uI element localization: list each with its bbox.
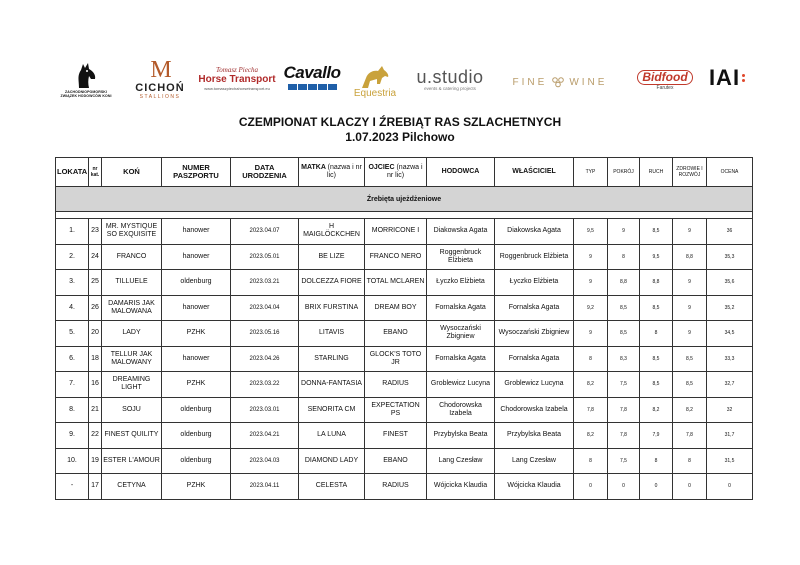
cichon-sub: STALLIONS [139,94,181,100]
page-subtitle: 1.07.2023 Pilchowo [345,130,455,144]
equestria-name: Equestria [353,88,397,99]
cell-wlasciciel: Diakowska Agata [495,219,574,245]
cell-nr-kat: 18 [89,346,102,372]
table-row [56,423,753,449]
farutex-name: Farutex [656,85,674,91]
cell-data-urodzenia: 2023.03.22 [231,372,299,398]
cell-data-urodzenia: 2023.05.01 [231,244,299,270]
cell-nr-kat: 17 [89,474,102,500]
cell-numer-paszportu: oldenburg [162,270,231,296]
section-row [56,187,753,212]
cell-lokata: - [56,474,89,500]
cell-lokata: 8. [56,397,89,423]
equestria-logo [350,62,400,99]
page-title: CZEMPIONAT KLACZY I ŹREBIĄT RAS SZLACHETNYCH [238,115,562,129]
cell-wlasciciel: Fornalska Agata [495,295,574,321]
cell-ruch: 0 [640,474,673,500]
cell-matka: DIAMOND LADY [299,448,365,474]
cell-zdrowie: 9 [673,270,707,296]
cell-numer-paszportu: oldenburg [162,423,231,449]
cell-zdrowie: 9 [673,295,707,321]
cell-data-urodzenia: 2023.03.21 [231,270,299,296]
cell-ojciec: GLOCK'S TOTO JR [365,346,427,372]
header-typ: TYP [574,158,608,187]
cell-nr-kat: 21 [89,397,102,423]
cell-pokroj: 8,5 [608,295,640,321]
cell-lokata: 4. [56,295,89,321]
cell-ocena: 35,3 [707,244,753,270]
zachodniopomorski-caption: ZACHODNIOPOMORSKI ZWIĄZEK HODOWCÓW KONI [60,90,112,98]
cell-wlasciciel: Wójcicka Klaudia [495,474,574,500]
cell-numer-paszportu: hanower [162,244,231,270]
cell-kon: CETYNA [102,474,162,500]
cell-matka: DONNA-FANTASIA [299,372,365,398]
cell-wlasciciel: Wysoczański Zbigniew [495,321,574,347]
ht-name: Horse Transport [198,74,276,85]
results-table [55,157,753,500]
cell-wlasciciel: Groblewicz Lucyna [495,372,574,398]
cell-data-urodzenia: 2023.04.26 [231,346,299,372]
cell-matka: BE LIZE [299,244,365,270]
cell-data-urodzenia: 2023.04.11 [231,474,299,500]
cell-pokroj: 8,5 [608,321,640,347]
cell-ruch: 9,5 [640,244,673,270]
spacer-row [56,212,753,219]
cell-zdrowie: 7,8 [673,423,707,449]
cavallo-badges [288,84,337,90]
cell-nr-kat: 22 [89,423,102,449]
cell-hodowca: Przybylska Beata [427,423,495,449]
ustudio-name: u.studio [416,67,484,87]
cell-typ: 9 [574,244,608,270]
cell-numer-paszportu: PZHK [162,372,231,398]
cell-typ: 7,8 [574,397,608,423]
cell-ocena: 36 [707,219,753,245]
cell-kon: DREAMING LIGHT [102,372,162,398]
header-kon: KOŃ [102,158,162,187]
cell-matka: BRIX FURSTINA [299,295,365,321]
table-row [56,219,753,245]
cell-ruch: 8 [640,448,673,474]
cell-matka: H MAIGLÖCKCHEN [299,219,365,245]
cell-data-urodzenia: 2023.03.01 [231,397,299,423]
cell-typ: 9,2 [574,295,608,321]
cell-matka: DOLCEZZA FIORE [299,270,365,296]
cell-numer-paszportu: PZHK [162,321,231,347]
cell-hodowca: Fornalska Agata [427,295,495,321]
cavallo-name: Cavallo [283,63,341,82]
cell-ruch: 8,5 [640,219,673,245]
cell-ojciec: FRANCO NERO [365,244,427,270]
cell-zdrowie: 0 [673,474,707,500]
cell-typ: 9 [574,321,608,347]
cell-ocena: 35,2 [707,295,753,321]
table-row [56,448,753,474]
cell-ojciec: EBANO [365,448,427,474]
sponsor-logos [60,58,750,106]
cell-data-urodzenia: 2023.04.04 [231,295,299,321]
iai-dots-icon [742,74,745,82]
zachodniopomorski-logo [60,60,112,98]
header-ojciec-label: OJCIEC [368,164,395,171]
cell-matka: LITAVIS [299,321,365,347]
header-pokroj: POKRÓJ [608,158,640,187]
cell-nr-kat: 26 [89,295,102,321]
cell-ocena: 32 [707,397,753,423]
cell-pokroj: 0 [608,474,640,500]
header-wlasciciel: WŁAŚCICIEL [495,158,574,187]
cell-ocena: 34,5 [707,321,753,347]
cell-matka: LA LUNA [299,423,365,449]
wine-text: WINE [569,76,608,88]
header-data-urodzenia: DATA URODZENIA [231,158,299,187]
cell-nr-kat: 19 [89,448,102,474]
cell-ruch: 8 [640,321,673,347]
cell-hodowca: Łyczko Elżbieta [427,270,495,296]
cell-lokata: 6. [56,346,89,372]
table-row [56,295,753,321]
cell-wlasciciel: Łyczko Elżbieta [495,270,574,296]
cavallo-logo [280,64,344,90]
table-row [56,397,753,423]
header-lokata: LOKATA [56,158,89,187]
cell-pokroj: 8,8 [608,270,640,296]
fine-text: FINE [512,76,548,88]
cell-lokata: 1. [56,219,89,245]
cell-zdrowie: 8,5 [673,372,707,398]
cell-lokata: 5. [56,321,89,347]
cell-ruch: 8,5 [640,372,673,398]
ht-top: Tomasz Piecha [216,66,258,74]
cell-numer-paszportu: oldenburg [162,448,231,474]
cell-pokroj: 7,5 [608,448,640,474]
cell-data-urodzenia: 2023.05.16 [231,321,299,347]
cichon-mark: M [150,57,170,83]
cell-nr-kat: 23 [89,219,102,245]
cell-ojciec: MORRICONE I [365,219,427,245]
cell-ruch: 8,8 [640,270,673,296]
ustudio-sub: events & catering projects [424,86,476,91]
cichon-name: CICHOŃ [135,82,185,94]
cell-numer-paszportu: hanower [162,346,231,372]
cell-zdrowie: 8,8 [673,244,707,270]
cell-pokroj: 7,5 [608,372,640,398]
cell-kon: DAMARIS JAK MALOWANA [102,295,162,321]
header-matka-note: (nazwa i nr lic) [327,164,362,179]
cell-matka: SENORITA CM [299,397,365,423]
cell-nr-kat: 25 [89,270,102,296]
cell-ojciec: DREAM BOY [365,295,427,321]
cell-typ: 9 [574,270,608,296]
cell-lokata: 2. [56,244,89,270]
cell-ojciec: RADIUS [365,474,427,500]
header-hodowca: HODOWCA [427,158,495,187]
cell-wlasciciel: Chodorowska Izabela [495,397,574,423]
header-numer-paszportu: NUMER PASZPORTU [162,158,231,187]
header-ruch: RUCH [640,158,673,187]
cell-lokata: 3. [56,270,89,296]
cell-hodowca: Roggenbruck Elżbieta [427,244,495,270]
cell-pokroj: 8,3 [608,346,640,372]
header-nr-kat: nr kat. [89,158,102,187]
iai-logo [705,66,749,90]
cell-numer-paszportu: oldenburg [162,397,231,423]
cell-numer-paszportu: hanower [162,295,231,321]
cell-typ: 9,5 [574,219,608,245]
cell-hodowca: Fornalska Agata [427,346,495,372]
cell-ocena: 31,7 [707,423,753,449]
cell-matka: CELESTA [299,474,365,500]
table-row [56,346,753,372]
cell-typ: 8,2 [574,423,608,449]
cell-zdrowie: 9 [673,219,707,245]
horse-head-icon [73,60,99,90]
cell-lokata: 7. [56,372,89,398]
header-ocena: OCENA [707,158,753,187]
header-ojciec-note: (nazwa i nr lic) [386,164,423,179]
cell-ojciec: FINEST [365,423,427,449]
cell-pokroj: 7,8 [608,423,640,449]
table-row [56,474,753,500]
cell-hodowca: Groblewicz Lucyna [427,372,495,398]
table-row [56,270,753,296]
cell-kon: FINEST QUILITY [102,423,162,449]
cell-kon: ESTER L'AMOUR [102,448,162,474]
cell-typ: 8 [574,448,608,474]
iai-name: IAI [708,65,741,90]
cell-typ: 8,2 [574,372,608,398]
cell-data-urodzenia: 2023.04.03 [231,448,299,474]
cichon-logo [130,58,190,100]
cell-kon: MR. MYSTIQUE SO EXQUISITE [102,219,162,245]
cell-ruch: 7,9 [640,423,673,449]
cell-wlasciciel: Lang Czesław [495,448,574,474]
fine-wine-logo [500,76,620,88]
cell-ocena: 33,3 [707,346,753,372]
header-matka-label: MATKA [301,164,326,171]
cell-ruch: 8,5 [640,295,673,321]
cell-hodowca: Diakowska Agata [427,219,495,245]
header-matka [299,158,365,187]
cell-ruch: 8,2 [640,397,673,423]
cell-zdrowie: 9 [673,321,707,347]
horse-transport-logo [198,66,276,91]
cell-wlasciciel: Roggenbruck Elżbieta [495,244,574,270]
ht-url: www.tomaszpiechahorsetransport.eu [204,86,270,91]
cell-wlasciciel: Fornalska Agata [495,346,574,372]
ustudio-logo [410,68,490,92]
cell-lokata: 9. [56,423,89,449]
cell-ojciec: TOTAL MCLAREN [365,270,427,296]
cell-ojciec: RADIUS [365,372,427,398]
cell-wlasciciel: Przybylska Beata [495,423,574,449]
cell-ocena: 35,6 [707,270,753,296]
cell-data-urodzenia: 2023.04.21 [231,423,299,449]
bidfood-logo [635,70,695,92]
cell-pokroj: 7,8 [608,397,640,423]
cell-hodowca: Lang Czesław [427,448,495,474]
table-row [56,321,753,347]
table-row [56,372,753,398]
cell-pokroj: 9 [608,219,640,245]
header-zdrowie: ZDROWIE I ROZWÓJ [673,158,707,187]
cell-nr-kat: 24 [89,244,102,270]
cell-hodowca: Wysoczański Zbigniew [427,321,495,347]
cell-ojciec: EBANO [365,321,427,347]
cell-typ: 8 [574,346,608,372]
section-title: Źrebięta ujeżdżeniowe [56,187,753,212]
cell-zdrowie: 8 [673,448,707,474]
cell-zdrowie: 8,2 [673,397,707,423]
header-row [56,158,753,187]
cell-kon: TILLUELE [102,270,162,296]
cell-kon: TELLUR JAK MALOWANY [102,346,162,372]
header-ojciec [365,158,427,187]
cell-nr-kat: 20 [89,321,102,347]
cell-kon: FRANCO [102,244,162,270]
cell-pokroj: 8 [608,244,640,270]
horse-silhouette-icon [358,62,392,90]
cell-ojciec: EXPECTATION PS [365,397,427,423]
cell-lokata: 10. [56,448,89,474]
cell-data-urodzenia: 2023.04.07 [231,219,299,245]
cell-typ: 0 [574,474,608,500]
cell-ruch: 8,5 [640,346,673,372]
cell-nr-kat: 16 [89,372,102,398]
cell-kon: LADY [102,321,162,347]
cell-zdrowie: 8,5 [673,346,707,372]
cell-matka: STARLING [299,346,365,372]
cell-numer-paszportu: PZHK [162,474,231,500]
table-row [56,244,753,270]
cell-ocena: 0 [707,474,753,500]
cell-numer-paszportu: hanower [162,219,231,245]
cell-kon: SOJU [102,397,162,423]
bidfood-name: Bidfood [637,70,692,85]
cell-ocena: 31,5 [707,448,753,474]
cell-hodowca: Chodorowska Izabela [427,397,495,423]
cell-hodowca: Wójcicka Klaudia [427,474,495,500]
grapes-icon [551,76,565,88]
cell-ocena: 32,7 [707,372,753,398]
